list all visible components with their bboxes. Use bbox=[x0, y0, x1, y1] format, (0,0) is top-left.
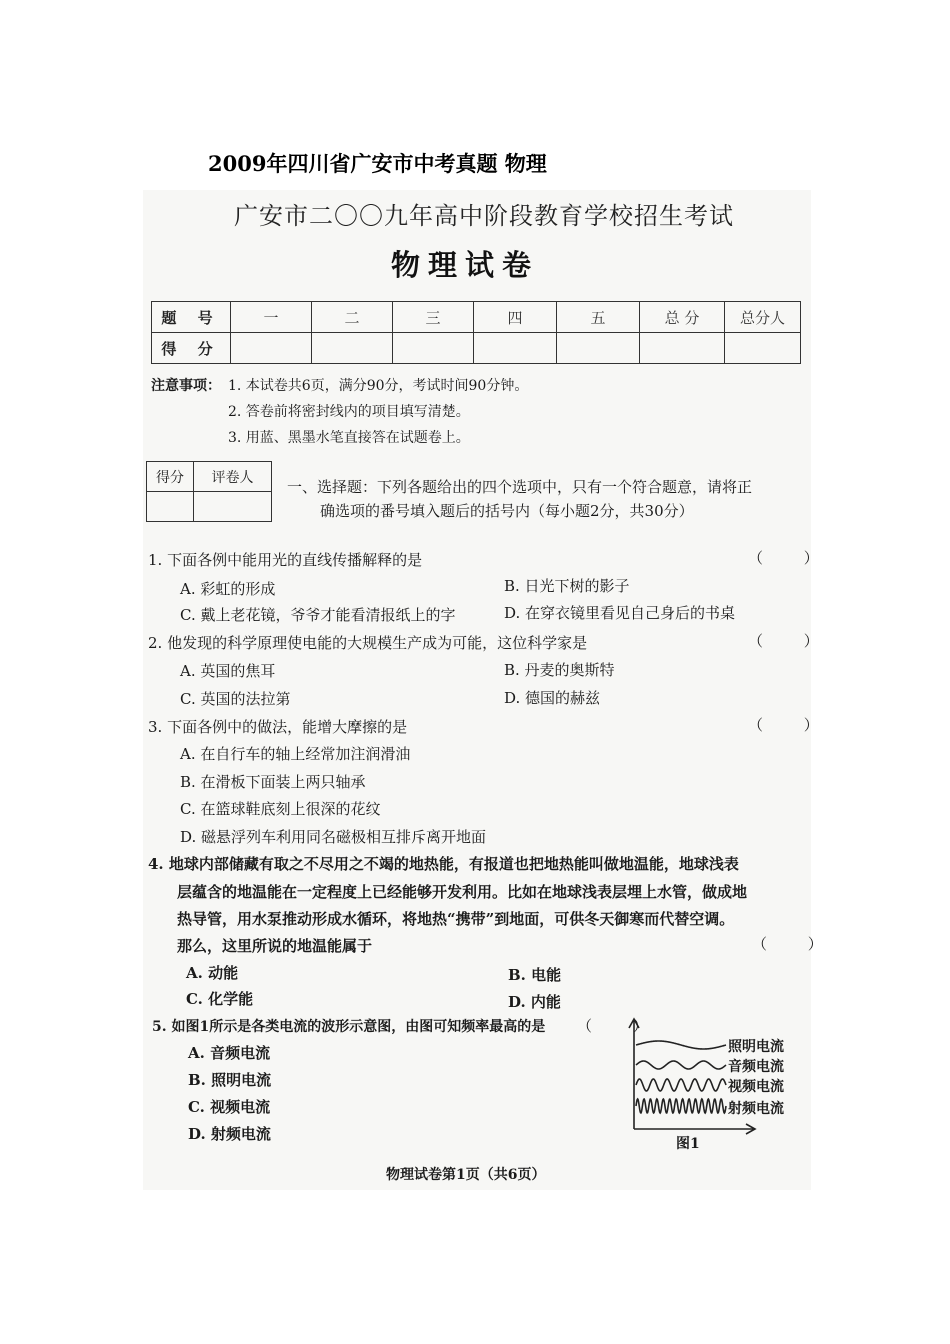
wave-video-current bbox=[636, 1079, 726, 1091]
score-table-col-3: 三 bbox=[393, 302, 474, 333]
score-table-col-total: 总 分 bbox=[640, 302, 725, 333]
question-1-stem: 1. 下面各例中能用光的直线传播解释的是 bbox=[148, 551, 423, 569]
note-item: 2. 答卷前将密封线内的项目填写清楚。 bbox=[228, 404, 470, 420]
question-5-option-c: C. 视频电流 bbox=[188, 1098, 271, 1116]
score-cell bbox=[231, 333, 312, 364]
question-3-option-a: A. 在自行车的轴上经常加注润滑油 bbox=[180, 745, 411, 763]
question-4-stem-line: 层蕴含的地温能在一定程度上已经能够开发利用。比如在地球浅表层埋上水管，做成地 bbox=[177, 883, 748, 901]
wave-label-lighting: 照明电流 bbox=[728, 1039, 784, 1055]
grader-box-score-label: 得分 bbox=[147, 462, 194, 492]
note-item: 1. 本试卷共6页，满分90分，考试时间90分钟。 bbox=[228, 378, 529, 394]
wave-radio-current bbox=[636, 1099, 726, 1113]
question-5-option-a: A. 音频电流 bbox=[188, 1044, 271, 1062]
wave-lighting-current bbox=[636, 1041, 726, 1049]
score-table-header-label: 题 号 bbox=[152, 302, 231, 333]
question-1-option-b: B. 日光下树的影子 bbox=[504, 577, 630, 595]
score-table-col-1: 一 bbox=[231, 302, 312, 333]
answer-paren: （ ） bbox=[752, 935, 841, 953]
note-item: 3. 用蓝、黑墨水笔直接答在试题卷上。 bbox=[228, 430, 470, 446]
question-5-stem: 5. 如图1所示是各类电流的波形示意图，由图可知频率最高的是 bbox=[152, 1019, 546, 1035]
figure-caption: 图1 bbox=[676, 1136, 700, 1152]
answer-paren: （ ） bbox=[748, 632, 837, 650]
question-1-option-a: A. 彩虹的形成 bbox=[180, 580, 276, 598]
answer-paren: （ ） bbox=[748, 549, 837, 567]
answer-paren: （ ） bbox=[577, 1017, 666, 1035]
question-2-option-d: D. 德国的赫兹 bbox=[504, 689, 601, 707]
question-2-stem: 2. 他发现的科学原理使电能的大规模生产成为可能，这位科学家是 bbox=[148, 634, 588, 652]
question-3-stem: 3. 下面各例中的做法，能增大摩擦的是 bbox=[148, 718, 408, 736]
paper-title: 物理试卷 bbox=[391, 248, 540, 282]
score-table-score-row bbox=[152, 333, 801, 364]
score-cell bbox=[557, 333, 640, 364]
question-2-option-c: C. 英国的法拉第 bbox=[180, 690, 291, 708]
score-cell bbox=[640, 333, 725, 364]
page-footer: 物理试卷第1页（共6页） bbox=[386, 1167, 546, 1183]
question-2-option-a: A. 英国的焦耳 bbox=[180, 662, 276, 680]
question-1-option-d: D. 在穿衣镜里看见自己身后的书桌 bbox=[504, 604, 736, 622]
score-table bbox=[151, 301, 801, 364]
score-table-header-row bbox=[152, 302, 801, 333]
question-3-option-d: D. 磁悬浮列车利用同名磁极相互排斥离开地面 bbox=[180, 828, 487, 846]
score-cell bbox=[725, 333, 801, 364]
question-4-option-d: D. 内能 bbox=[508, 993, 561, 1011]
score-cell bbox=[393, 333, 474, 364]
question-4-option-b: B. 电能 bbox=[508, 966, 562, 984]
document-title: 2009年四川省广安市中考真题 物理 bbox=[208, 151, 547, 176]
question-5-option-d: D. 射频电流 bbox=[188, 1125, 271, 1143]
score-table-row-label: 得 分 bbox=[152, 333, 231, 364]
question-4-option-a: A. 动能 bbox=[186, 964, 239, 982]
exam-title: 广安市二〇〇九年高中阶段教育学校招生考试 bbox=[234, 202, 734, 230]
score-cell bbox=[312, 333, 393, 364]
wave-label-video: 视频电流 bbox=[728, 1079, 784, 1095]
question-2-option-b: B. 丹麦的奥斯特 bbox=[504, 661, 615, 679]
wave-label-audio: 音频电流 bbox=[728, 1059, 784, 1075]
score-table-col-5: 五 bbox=[557, 302, 640, 333]
question-1-option-c: C. 戴上老花镜，爷爷才能看清报纸上的字 bbox=[180, 606, 456, 624]
question-5-option-b: B. 照明电流 bbox=[188, 1071, 272, 1089]
score-table-col-2: 二 bbox=[312, 302, 393, 333]
grader-box bbox=[146, 461, 272, 522]
question-3-option-b: B. 在滑板下面装上两只轴承 bbox=[180, 773, 366, 791]
grader-box-grader-label: 评卷人 bbox=[194, 462, 272, 492]
grader-box-grader-cell bbox=[194, 492, 272, 522]
wave-audio-current bbox=[636, 1061, 726, 1069]
notes-label: 注意事项： bbox=[151, 378, 221, 394]
section-heading: 一、选择题：下列各题给出的四个选项中，只有一个符合题意，请将正 bbox=[287, 478, 753, 496]
score-cell bbox=[474, 333, 557, 364]
section-heading-cont: 确选项的番号填入题后的括号内（每小题2分，共30分） bbox=[320, 502, 694, 520]
question-4-stem-line: 4. 地球内部储藏有取之不尽用之不竭的地热能，有报道也把地热能叫做地温能，地球浅表 bbox=[148, 855, 739, 873]
answer-paren: （ ） bbox=[748, 716, 837, 734]
question-4-stem-line: 那么，这里所说的地温能属于 bbox=[177, 937, 373, 955]
score-table-col-4: 四 bbox=[474, 302, 557, 333]
wave-label-radio: 射频电流 bbox=[728, 1101, 784, 1117]
grader-box-score-cell bbox=[147, 492, 194, 522]
question-3-option-c: C. 在篮球鞋底刻上很深的花纹 bbox=[180, 800, 381, 818]
question-4-stem-line: 热导管，用水泵推动形成水循环，将地热“携带”到地面，可供冬天御寒而代替空调。 bbox=[177, 910, 735, 928]
question-4-option-c: C. 化学能 bbox=[186, 990, 254, 1008]
score-table-col-scorer: 总分人 bbox=[725, 302, 801, 333]
